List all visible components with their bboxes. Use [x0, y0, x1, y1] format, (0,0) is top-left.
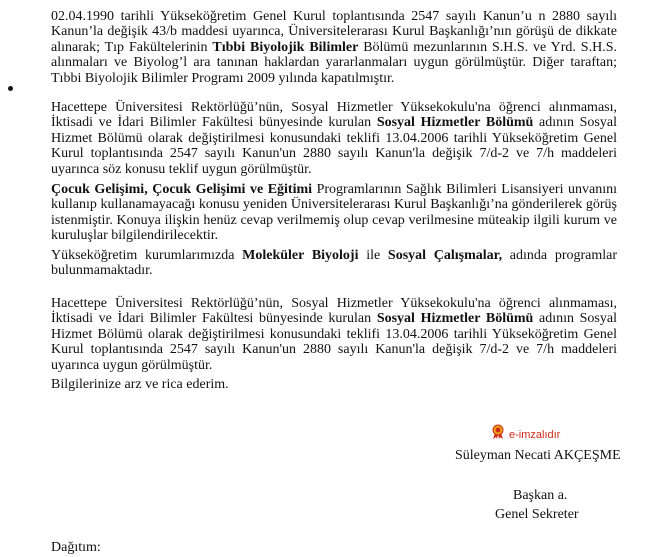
e-signature-label: e-imzalıdır	[509, 428, 561, 441]
bold-term: Moleküler Biyoloji	[242, 248, 359, 263]
distribution-label: Dağıtım:	[51, 540, 101, 555]
text-run: adının Sosyal Hizmet Bölümü olarak değiştirilmesi konusundaki teklifi 13.04.2006 tarihli Yükseköğretim Genel Kurul toplantısında 2547 sayılı Kanun'un 2880 sayılı Kanun'la değişik 7/d-2 ve 7/h maddeleri uyarınca uygun görülmüştür.	[51, 311, 617, 373]
text-run: Bölümü mezunlarının S.H.S. ve Yrd. S.H.S. alınmaları ve Biyolog’l ara tanınan haklardan yararlanmaları uygun görülmüştür. Diğer taraftan; Tıbbi Biyolojik Bilimler Programı 2009 yılında kapatılmıştır.	[51, 39, 617, 86]
text-run: adının Sosyal Hizmet Bölümü olarak değiştirilmesi konusundaki teklifi 13.04.2006 tarihli Yükseköğretim Genel Kurul toplantısında 2547 sayılı Kanun'un 2880 sayılı Kanun'la değişik 7/d-2 ve 7/h maddeleri uyarınca söz konusu teklif uygun görülmüştür.	[51, 115, 617, 177]
margin-bullet-mark	[8, 86, 13, 91]
signatory-title-line2: Genel Sekreter	[495, 507, 579, 522]
text-run: Bilgilerinize arz ve rica ederim.	[51, 377, 229, 392]
bold-term: Tıbbi Biyolojik Bilimler	[212, 39, 359, 55]
paragraph-sosyal-hizmet-2	[51, 296, 617, 373]
bold-term: Sosyal Hizmetler Bölümü	[376, 115, 534, 131]
paragraph-closing	[51, 377, 617, 392]
text-run: Hacettepe Üniversitesi Rektörlüğü’nün, Sosyal Hizmetler Yüksekokulu'na öğrenci alınmaması, İktisadi ve İdari Bilimler Fakültesi bünyesinde kurulan	[51, 296, 617, 327]
text-run: Hacettepe Üniversitesi Rektörlüğü’nün, Sosyal Hizmetler Yüksekokulu'na öğrenci alınmaması, İktisadi ve İdari Bilimler Fakültesi bünyesinde kurulan	[51, 100, 617, 131]
paragraph-sosyal-hizmet-1	[51, 100, 617, 177]
bold-term: Sosyal Çalışmalar,	[387, 248, 503, 263]
text-run: adında programlar bulunmamaktadır.	[51, 248, 618, 279]
signatory-title-line1: Başkan a.	[513, 488, 568, 503]
text-run: 02.04.1990 tarihli Yükseköğretim Genel Kurul toplantısında 2547 sayılı Kanun’u n 2880 sayılı Kanun’la değişik 43/b maddesi uyarınca, Üniversitelerarası Kurul Başkanlığı’nın görüşü de dikkate alınarak; Tıp Fakültelerinin	[51, 9, 617, 55]
bold-term: Çocuk Gelişimi, Çocuk Gelişimi ve Eğitimi	[51, 182, 313, 197]
text-run: Programlarının Sağlık Bilimleri Lisansiyeri unvanını kullanıp kullanamayacağı konusu yeniden Üniversitelerarası Kurul Başkanlığı’na gönderilerek görüş istenmiştir. Konuya ilişkin henüz cevap verilmemiş olup cevap verilmesine müteakip ilgili kurum ve kuruluşlar bilgilendirilecektir.	[51, 182, 617, 244]
text-run: Yükseköğretim kurumlarımızda	[51, 248, 243, 263]
bold-term: Sosyal Hizmetler Bölümü	[376, 311, 534, 327]
paragraph-cocuk-gelisimi	[51, 182, 617, 244]
signatory-name: Süleyman Necati AKÇEŞME	[455, 448, 621, 463]
paragraph-molekuler	[51, 248, 617, 279]
text-run: ile	[358, 248, 388, 263]
paragraph-tibbi-biyoloji	[51, 9, 617, 86]
e-signature-stamp	[491, 424, 560, 445]
ribbon-seal-icon	[491, 424, 505, 445]
